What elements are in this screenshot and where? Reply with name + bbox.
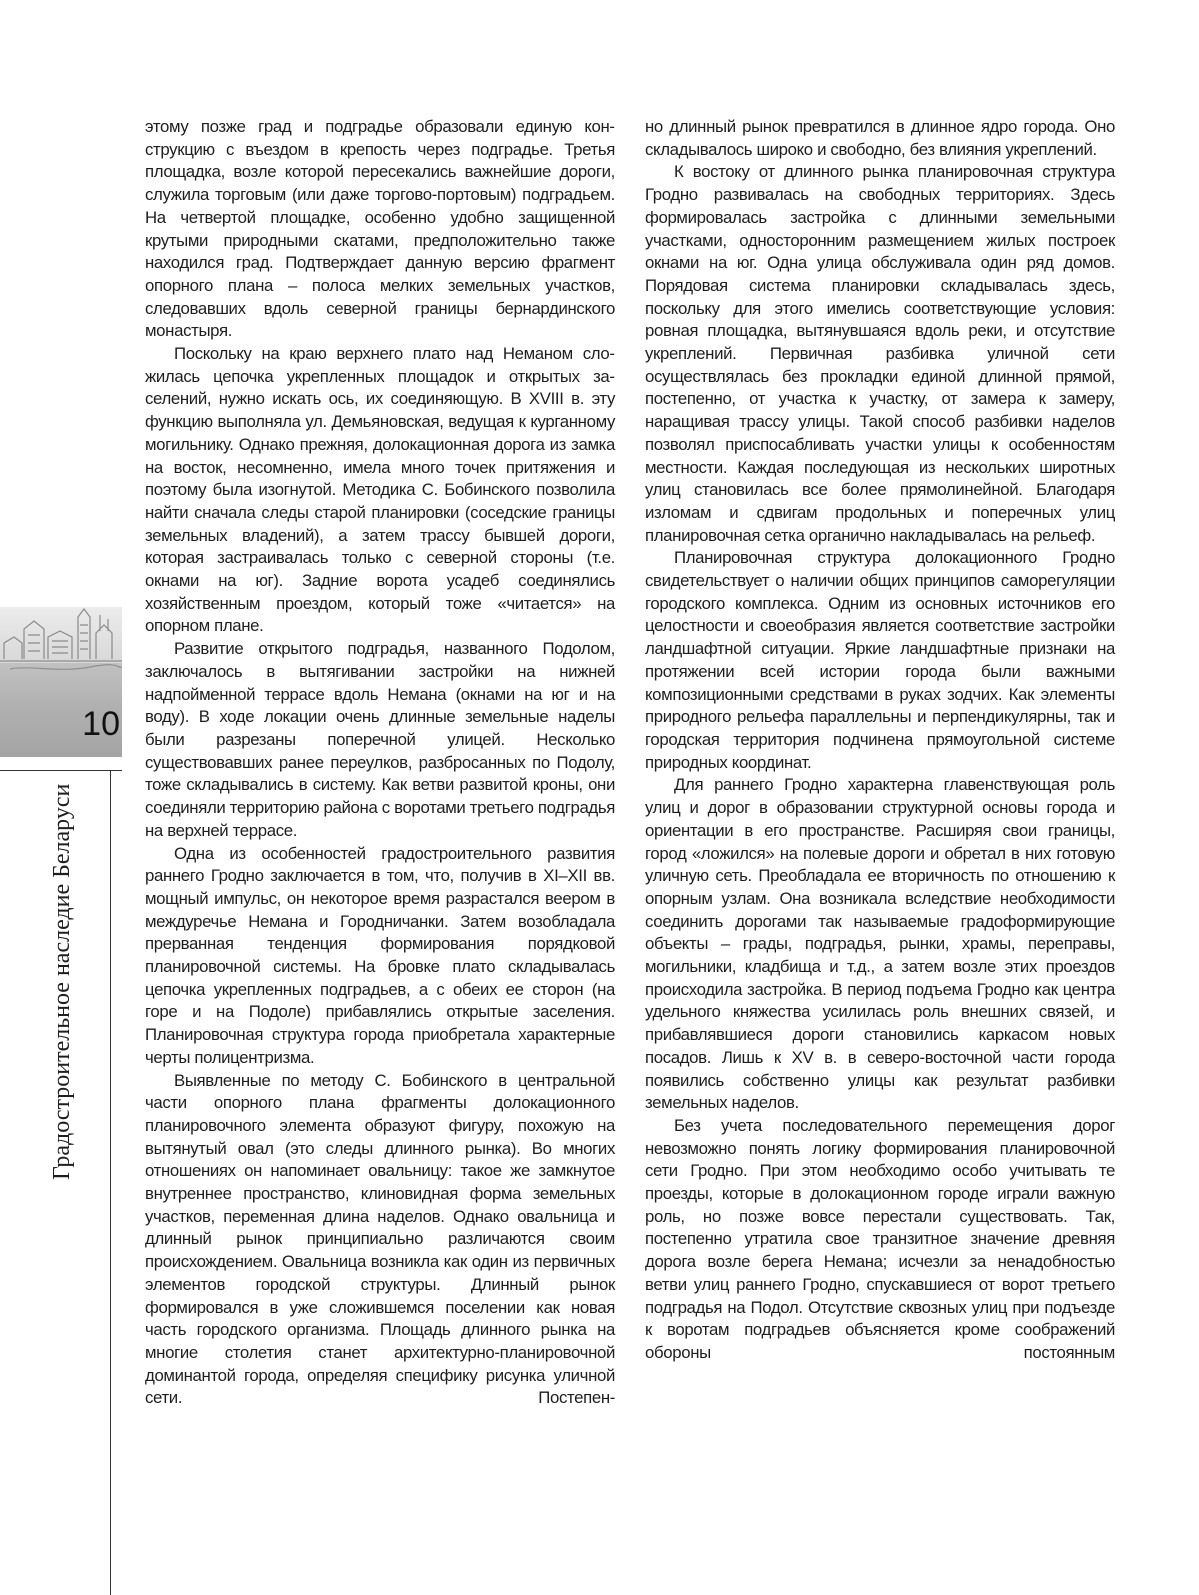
right-column xyxy=(645,116,1115,1365)
paragraph: Для раннего Гродно характерна главенствующая роль улиц и дорог в образовании структурной основы города и ориентации в его пространстве. Расширяя свои границы, город «ложился» на полевые дороги и обретал в них готовую уличную сеть. Преобладала ее вторичность по отношению к опорным узлам. Она возникала вследствие необходимости соединить дорогами так называемые градоформирующие объекты – грады, подградья, рынки, храмы, переправы, могильники, кладбища и т.д., а затем возле этих проездов происходила застройка. В период подъема Гродно как центра удельного княжества усилилась роль внешних связей, и прибавлявшиеся дороги становились каркасом новых посадов. Лишь к XV в. в северо-восточной части города появились собственно улицы как результат разбивки земельных наделов. xyxy=(645,775,1115,1113)
paragraph: Без учета последовательного перемещения дорог невозможно понять логику формирования планировочной сети Гродно. При этом необходимо особо учитывать те проезды, которые в долокационном городе играли важную роль, но позже вовсе перестали существовать. Так, постепенно утратила свое транзитное значение древняя дорога возле берега Немана; исчезли за ненадобностью ветви улиц раннего Гродно, спускавшиеся от ворот третьего подградья на Подол. Отсутствие сквозных улиц при подъезде к воротам подградьев объясняется кроме соображений обороны постоянным xyxy=(645,1115,1115,1362)
left-column xyxy=(145,116,615,1410)
paragraph: но длинный рынок превратился в длинное ядро города. Оно складывалось широко и свободно, без влияния укреплений. xyxy=(645,117,1115,159)
paragraph: Одна из особенностей градостроительного развития раннего Гродно заключается в том, что, получив в XI–XII вв. мощный импульс, он некоторое время разрастался веером в междуречье Немана и Городничанки. Затем возобладала прерванная тенденция формирования порядковой планировочной системы. На бровке плато складывалась цепочка укрепленных подградьев, а с обеих ее сторон (на горе и на Подоле) прибавлялись открытые заселения. Планировочная структура города приобретала характерные черты полицентризма. xyxy=(145,843,615,1067)
paragraph: К востоку от длинного рынка планировочная структура Гродно развивалась на свободных территориях. Здесь формировалась застройка с длинными земельными участками, односторонним размещением жилых построек окнами на юг. Одна улица обслуживала один ряд домов. Порядовая система планировки складывалась здесь, поскольку для этого имелись соответствующие условия: ровная площадка, вытянувшаяся вдоль реки, и отсутствие укреплений. Первичная разбивка уличной сети осуществлялась без прокладки единой длинной прямой, постепенно, от участка к участку, от замера к замеру, наращивая трассу улицы. Такой способ разбивки наделов позволял приспосабливать участки улицы к особенностям местности. Каждая последующая из нескольких широтных улиц становилась все более прямолинейной. Благодаря изломам и сдвигам продольных и поперечных улиц планировочная сетка органично накладывалась на рельеф. xyxy=(645,162,1115,545)
running-title: Градостроительное наследие Беларуси xyxy=(49,783,75,1180)
paragraph: Развитие открытого подградья, названного Подолом, заключалось в вытягивании застройки на нижней надпойменной террасе вдоль Немана (окнами на юг и на воду). В ходе локации очень длинные земельные наделы были разрезаны поперечной улицей. Несколько существовавших ранее переулков, разбросанных по Подолу, тоже складывались в систему. Как ветви развитой кроны, они соединяли территорию района с воротами третьего подградья на верхней террасе. xyxy=(145,639,615,840)
paragraph: Планировочная структура долокационного Гродно свидетельствует о наличии общих принципов саморегуляции городского комплекса. Одним из основных источников его целостности и своеобразия является соответствие застройки ландшафтной ситуации. Яркие ландшафтные признаки на протяжении всей истории города были важными композиционными средствами в руках зодчих. Как элементы природного рельефа параллельны и перпендикулярны, так и городская территория подчинена прямоугольной системе природных координат. xyxy=(645,548,1115,772)
paragraph: Выявленные по методу С. Бобинского в центральной части опорного плана фрагменты долокационного планировочного элемента образуют фигуру, похожую на вытянутый овал (это следы длинного рынка). Во многих отношениях он напоминает овальницу: такое же замкнутое внутреннее пространство, клиновидная форма земельных участков, переменная длина наделов. Однако овальница и длинный рынок принципиально различаются своим происхождением. Овальница возникла как один из первичных элементов городской структуры. Длинный рынок формировался в уже сложившемся поселении как новая часть городского организма. Площадь длинного рынка на многие столетия станет архитектурно-планировочной доминантой города, определяя специфику рисунка уличной сети. Постепен‑ xyxy=(145,1070,615,1408)
sidebar-vertical-rule xyxy=(110,770,111,1595)
paragraph: Поскольку на краю верхнего плато над Неманом сложилась цепочка укрепленных площадок и открытых заселений, нужно искать ось, их соединяющую. В XVIII в. эту функцию выполняла ул. Демьяновская, ведущая к курганному могильнику. Однако прежняя, долокационная дорога из замка на восток, несомненно, имела много точек притяжения и поэтому была изогнутой. Методика С. Бобинского позволила найти сначала следы старой планировки (соседские границы земельных владений), а затем трассу бывшей дороги, которая застраивалась только с северной стороны (т.е. окнами на юг). Задние ворота усадеб соединялись хозяйственным проездом, который тоже «читается» на опорном плане. xyxy=(145,344,615,636)
paragraph: этому позже град и подградье образовали единую конструкцию с въездом в крепость через подградье. Третья площадка, возле которой пересекались важнейшие дороги, служила торговым (или даже торгово-портовым) подградьем. На четвертой площадке, особенно удобно защищенной крутыми природными скатами, предположительно также находился град. Подтверждает данную версию фрагмент опорного плана – полоса мелких земельных участков, следовавших вдоль северной границы бернардинского монастыря. xyxy=(145,117,615,341)
text-columns xyxy=(145,116,1117,1546)
page-number: 10 xyxy=(82,705,120,743)
